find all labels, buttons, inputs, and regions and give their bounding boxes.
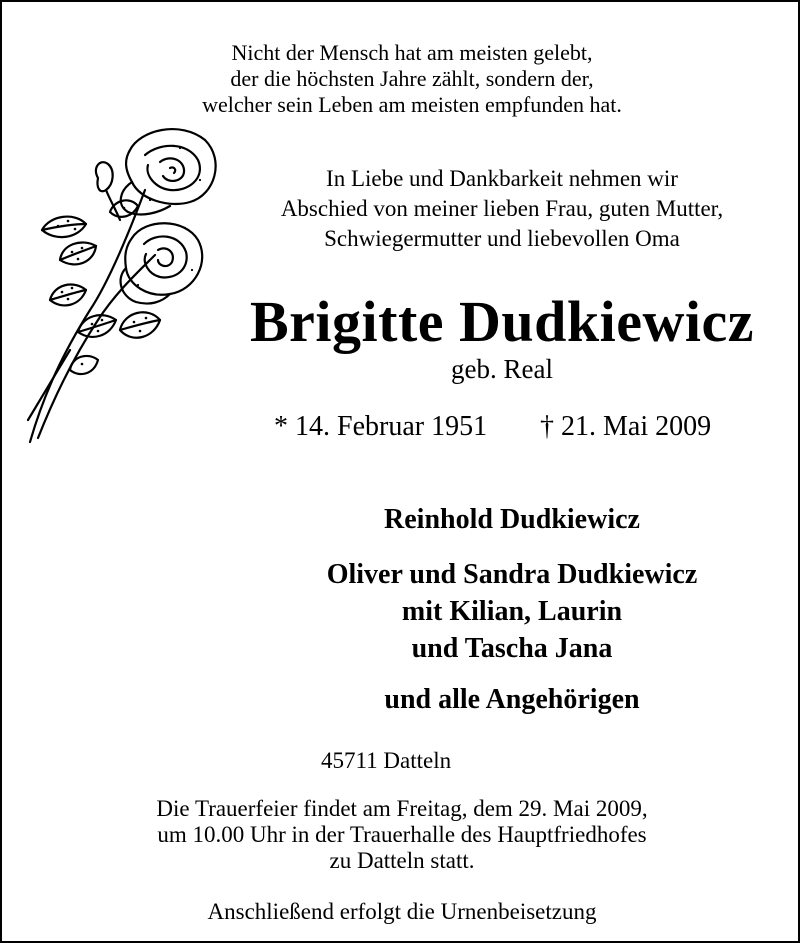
intro-line-2: Abschied von meiner lieben Frau, guten Mutter, (280, 196, 724, 221)
burial-note: Anschließend erfolgt die Urnenbeisetzung (207, 899, 597, 924)
rose-illustration-icon (20, 120, 220, 450)
funeral-line-2: um 10.00 Uhr in der Trauerhalle des Hauptfriedhofes (157, 822, 647, 847)
birth-date: * 14. Februar 1951 (274, 411, 488, 442)
family-relatives: und alle Angehörigen (384, 684, 640, 715)
family-spouse: Reinhold Dudkiewicz (384, 504, 640, 535)
family-children-line-2: mit Kilian, Laurin (401, 596, 623, 627)
intro-line-1: In Liebe und Dankbarkeit nehmen wir (326, 166, 678, 191)
quote-line-2: der die höchsten Jahre zählt, sondern der, (230, 66, 594, 91)
death-date: † 21. Mai 2009 (540, 411, 712, 442)
quote-line-1: Nicht der Mensch hat am meisten gelebt, (231, 40, 593, 65)
maiden-name: geb. Real (451, 354, 553, 384)
funeral-line-3: zu Datteln statt. (329, 848, 475, 873)
place: 45711 Datteln (321, 748, 452, 773)
funeral-line-1: Die Trauerfeier findet am Freitag, dem 29. Mai 2009, (156, 796, 648, 821)
intro-line-3: Schwiegermutter und liebevollen Oma (324, 226, 680, 251)
quote-line-3: welcher sein Leben am meisten empfunden hat. (202, 92, 622, 117)
family-children-line-1: Oliver und Sandra Dudkiewicz (326, 559, 698, 590)
family-children-line-3: und Tascha Jana (411, 633, 613, 664)
deceased-name: Brigitte Dudkiewicz (249, 289, 755, 354)
